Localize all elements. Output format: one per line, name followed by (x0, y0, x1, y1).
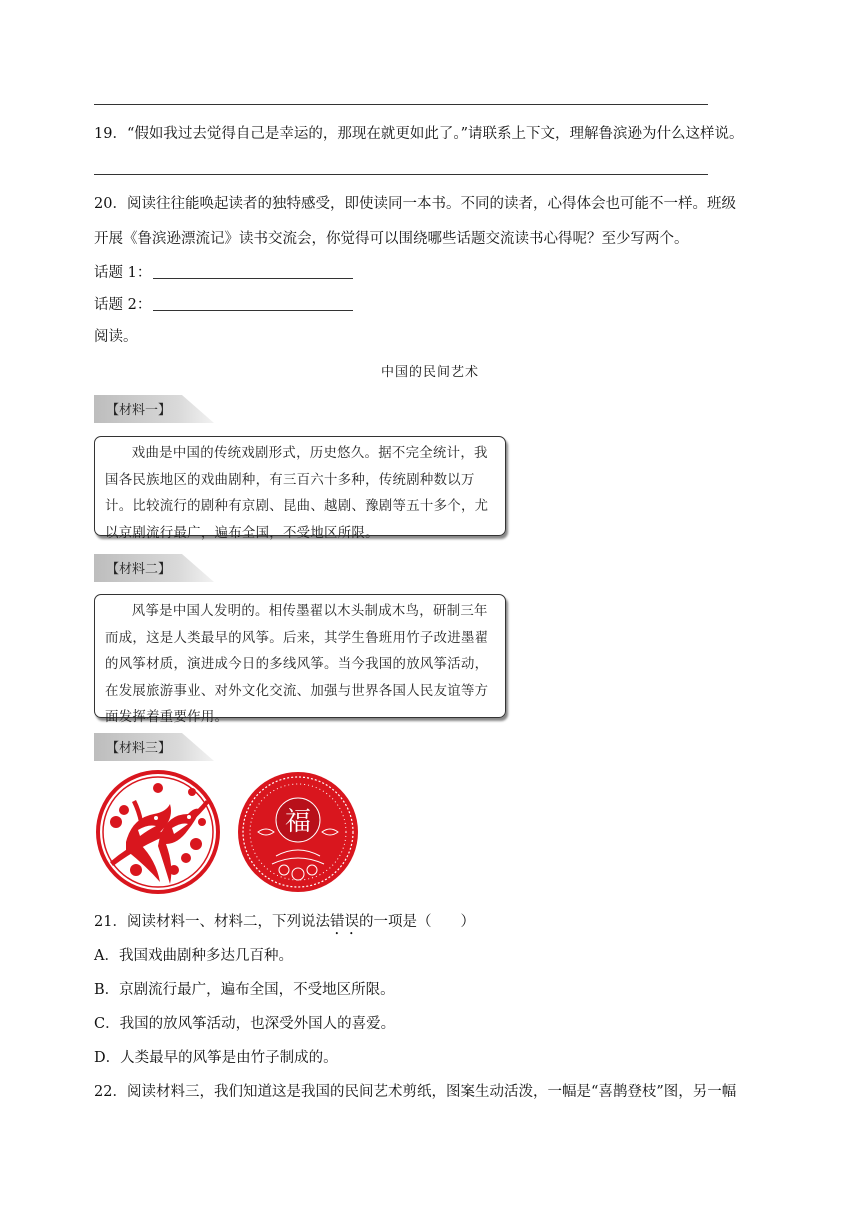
material-1-box (94, 436, 506, 541)
material-2-text: 风筝是中国人发明的。相传墨翟以木头制成木鸟，研制三年而成，这是人类最早的风筝。后来，其学生鲁班用竹子改进墨翟的风筝材质，演进成今日的多线风筝。当今我国的放风筝活动，在发展旅游事业、对外文化交流、加强与世界各国人民友谊等方面发挥着重要作用。 (105, 604, 489, 725)
material-2-tab-label: 【材料二】 (106, 562, 172, 577)
material-3-tab-label: 【材料三】 (106, 741, 172, 756)
material-2-tab (94, 554, 216, 582)
reading-label: 阅读。 (94, 329, 138, 345)
material-1-tab (94, 395, 216, 423)
fu-papercut-image (236, 770, 360, 894)
topic-2-label: 话题 2： (94, 297, 152, 313)
option-d[interactable]: D．人类最早的风筝是由竹子制成的。 (94, 1050, 338, 1066)
answer-line (94, 104, 708, 105)
answer-line (94, 174, 708, 175)
question-20-number: 20． (94, 196, 127, 212)
material-1-text: 戏曲是中国的传统戏剧形式，历史悠久。据不完全统计，我国各民族地区的戏曲剧种，有三百六十多种，传统剧种数以万计。比较流行的剧种有京剧、昆曲、越剧、豫剧等五十多个，尤以京剧流行最广，遍布全国，不受地区所限。 (105, 446, 489, 541)
magpie-papercut-image (96, 770, 220, 894)
question-21 (94, 912, 475, 938)
material-2-box (94, 594, 506, 725)
question-21-number: 21． (94, 914, 127, 930)
question-21-stem-b: 的一项是（ ） (358, 914, 475, 930)
question-22 (94, 1082, 736, 1102)
material-3-tab (94, 733, 216, 761)
question-22-number: 22． (94, 1084, 127, 1100)
option-b[interactable]: B．京剧流行最广，遍布全国，不受地区所限。 (94, 982, 395, 998)
topic-1-blank[interactable] (153, 264, 353, 279)
question-21-emphasis: 错误 (329, 914, 359, 930)
question-20-text-1: 阅读往往能唤起读者的独特感受，即使读同一本书。不同的读者，心得体会也可能不一样。班级 (126, 196, 736, 212)
question-19 (94, 124, 744, 144)
question-20-text-2: 开展《鲁滨逊漂流记》读书交流会，你觉得可以围绕哪些话题交流读书心得呢？至少写两个。 (94, 231, 689, 247)
topic-1-row (94, 263, 353, 283)
option-a[interactable]: A．我国戏曲剧种多达几百种。 (94, 948, 293, 964)
topic-2-row (94, 295, 353, 315)
question-19-text: “假如我过去觉得自己是幸运的，那现在就更如此了。”请联系上下文，理解鲁滨逊为什么这样说。 (126, 126, 744, 142)
question-22-text: 阅读材料三，我们知道这是我国的民间艺术剪纸，图案生动活泼，一幅是“喜鹊登枝”图，另一幅 (126, 1084, 737, 1100)
question-19-number: 19． (94, 126, 127, 142)
question-20-line-1 (94, 194, 736, 214)
topic-1-label: 话题 1： (94, 265, 152, 281)
material-1-tab-label: 【材料一】 (106, 403, 172, 418)
topic-2-blank[interactable] (153, 296, 353, 311)
question-21-stem-a: 阅读材料一、材料二，下列说法 (126, 914, 330, 930)
article-title: 中国的民间艺术 (380, 365, 479, 380)
fu-character: 福 (284, 807, 312, 837)
option-c[interactable]: C．我国的放风筝活动，也深受外国人的喜爱。 (94, 1016, 396, 1032)
question-20-line-2 (94, 229, 689, 249)
